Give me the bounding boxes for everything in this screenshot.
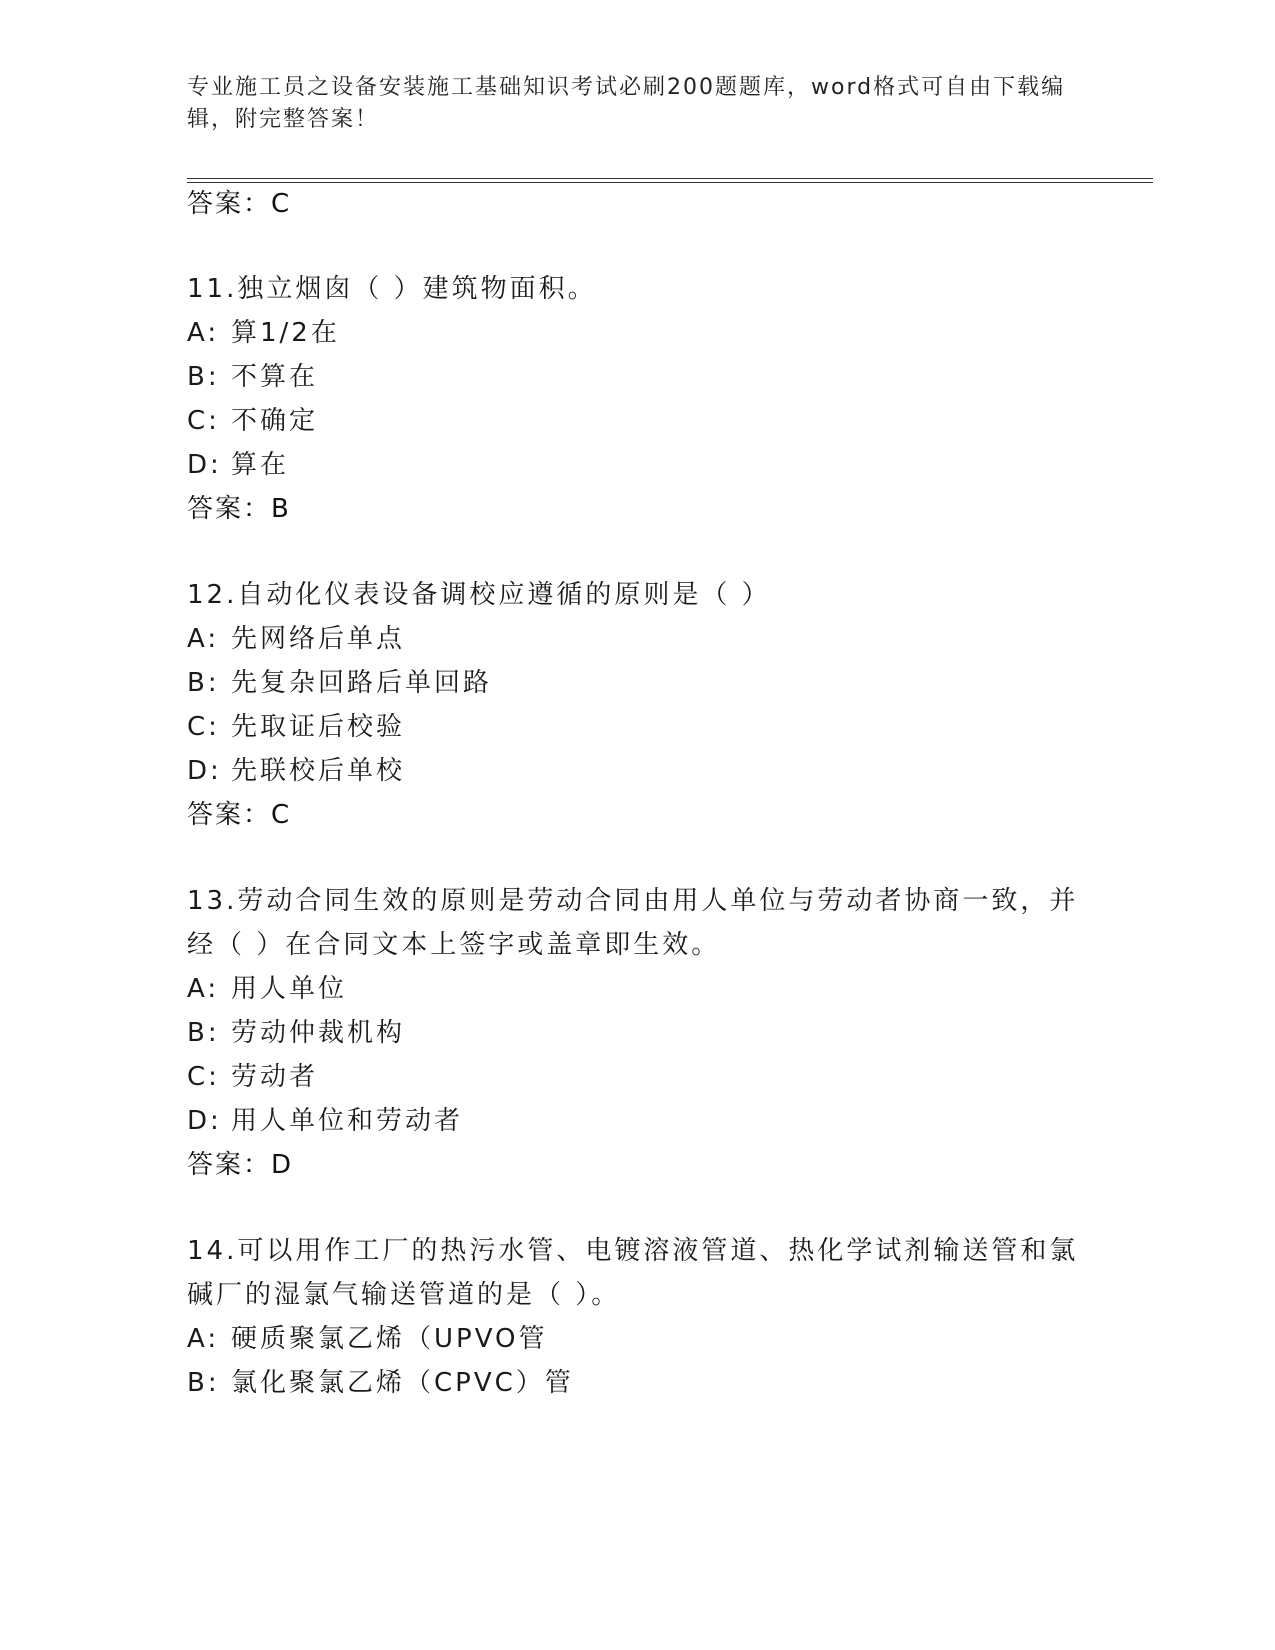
option-text: 劳动者 <box>231 1062 319 1092</box>
question-11-stem <box>187 272 597 306</box>
answer-label: 答案： <box>187 189 272 219</box>
option-letter: D: <box>187 1106 222 1136</box>
option-a <box>187 622 405 656</box>
option-b <box>187 1366 574 1400</box>
question-text: 碱厂的湿氯气输送管道的是（ ）。 <box>187 1280 621 1310</box>
option-text: 先联校后单校 <box>231 756 406 786</box>
option-text: 算1/2在 <box>231 318 340 348</box>
option-text: 用人单位 <box>231 974 348 1004</box>
option-letter: D: <box>187 450 222 480</box>
option-text: 先取证后校验 <box>231 712 406 742</box>
question-number: 11. <box>187 274 238 304</box>
option-d <box>187 1104 463 1138</box>
option-text: 劳动仲裁机构 <box>231 1018 406 1048</box>
option-text: 先复杂回路后单回路 <box>231 668 493 698</box>
answer-line <box>187 187 290 221</box>
option-b <box>187 1016 405 1050</box>
option-letter: B: <box>187 668 220 698</box>
answer-value: D <box>271 1150 293 1180</box>
answer-value: C <box>271 800 291 830</box>
answer-line <box>187 492 290 526</box>
option-letter: C: <box>187 1062 220 1092</box>
option-c <box>187 404 318 438</box>
answer-label: 答案： <box>187 800 272 830</box>
question-number: 13. <box>187 886 238 916</box>
option-a <box>187 1322 548 1356</box>
question-13-stem-cont <box>187 928 720 962</box>
option-letter: A: <box>187 318 220 348</box>
question-number: 12. <box>187 580 238 610</box>
option-letter: B: <box>187 1368 220 1398</box>
option-text: 不确定 <box>231 406 319 436</box>
option-c <box>187 1060 318 1094</box>
question-number: 14. <box>187 1236 238 1266</box>
option-letter: A: <box>187 974 220 1004</box>
answer-line <box>187 1148 292 1182</box>
option-letter: A: <box>187 624 220 654</box>
option-letter: B: <box>187 362 220 392</box>
question-12-stem <box>187 578 771 612</box>
answer-label: 答案： <box>187 494 272 524</box>
question-13-stem <box>187 884 1078 918</box>
header-divider-top <box>187 178 1153 179</box>
question-text: 经（ ）在合同文本上签字或盖章即生效。 <box>187 930 721 960</box>
option-b <box>187 360 318 394</box>
answer-line <box>187 798 290 832</box>
header-divider-bottom <box>187 182 1153 183</box>
option-letter: C: <box>187 712 220 742</box>
question-text: 自动化仪表设备调校应遵循的原则是（ ） <box>237 580 771 610</box>
option-a <box>187 316 340 350</box>
option-a <box>187 972 347 1006</box>
question-14-stem-cont <box>187 1278 620 1312</box>
option-text: 硬质聚氯乙烯（UPVO管 <box>231 1324 548 1354</box>
option-b <box>187 666 492 700</box>
option-text: 用人单位和劳动者 <box>231 1106 464 1136</box>
question-14-stem <box>187 1234 1078 1268</box>
option-letter: C: <box>187 406 220 436</box>
answer-value: B <box>271 494 290 524</box>
option-d <box>187 448 289 482</box>
option-letter: B: <box>187 1018 220 1048</box>
option-d <box>187 754 405 788</box>
option-text: 先网络后单点 <box>231 624 406 654</box>
question-text: 独立烟囱（ ）建筑物面积。 <box>237 274 597 304</box>
option-text: 不算在 <box>231 362 319 392</box>
option-letter: D: <box>187 756 222 786</box>
document-title: 专业施工员之设备安装施工基础知识考试必刷200题题库，word格式可自由下载编辑，附完整答案！ <box>187 75 1066 132</box>
option-text: 算在 <box>231 450 290 480</box>
option-c <box>187 710 405 744</box>
answer-value: C <box>271 189 291 219</box>
answer-label: 答案： <box>187 1150 272 1180</box>
question-text: 劳动合同生效的原则是劳动合同由用人单位与劳动者协商一致，并 <box>237 886 1079 916</box>
option-letter: A: <box>187 1324 220 1354</box>
option-text: 氯化聚氯乙烯（CPVC）管 <box>231 1368 574 1398</box>
question-text: 可以用作工厂的热污水管、电镀溶液管道、热化学试剂输送管和氯 <box>237 1236 1079 1266</box>
